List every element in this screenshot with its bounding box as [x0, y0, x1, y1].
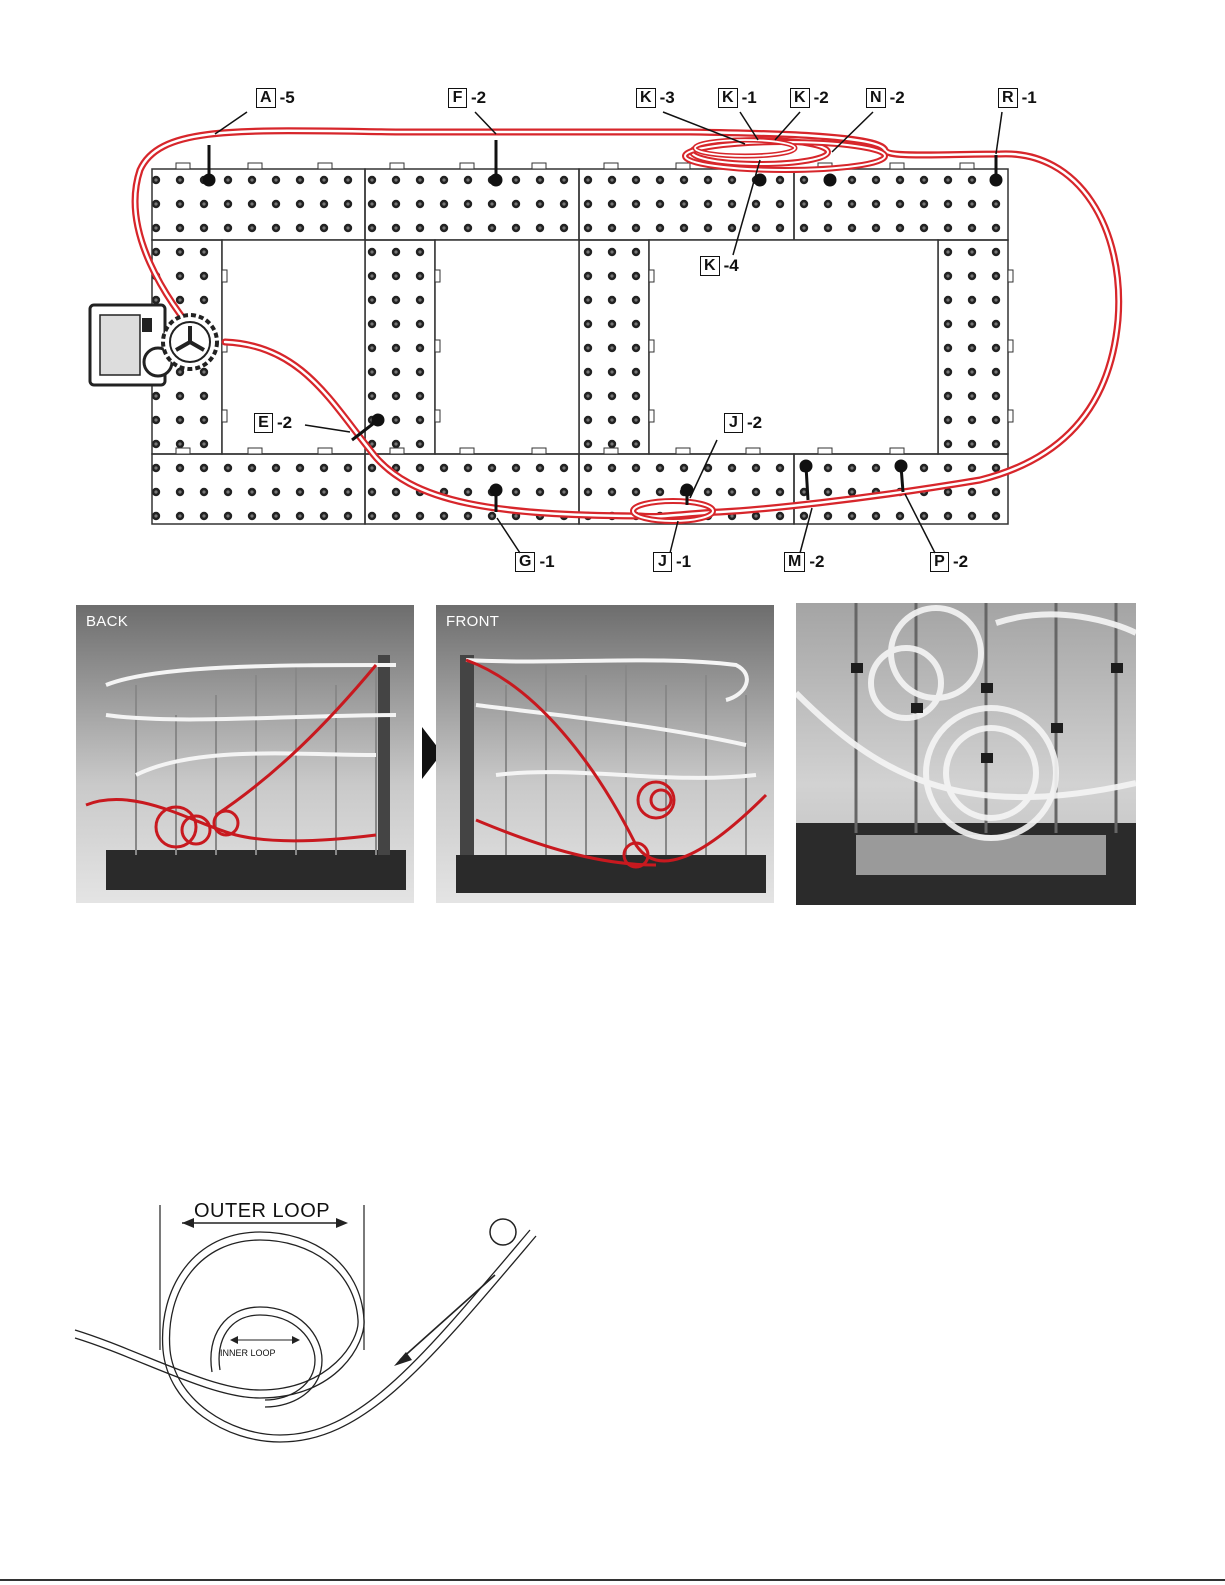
part-number: -2: [277, 413, 293, 432]
board-top-1: [152, 169, 365, 240]
part-label-k4: [700, 256, 739, 276]
part-label-a5: [256, 88, 295, 108]
part-number: -2: [813, 88, 829, 107]
part-letter: R: [998, 88, 1018, 108]
part-number: -4: [723, 256, 739, 275]
closeup-photo: [796, 603, 1136, 905]
part-letter: K: [790, 88, 810, 108]
board-frame-3: [649, 240, 938, 454]
ball-icon: [490, 1219, 516, 1245]
board-bottom-1: [152, 454, 365, 524]
part-label-m2: [784, 552, 824, 572]
part-number: -2: [809, 552, 825, 571]
part-label-k1: [718, 88, 757, 108]
part-letter: F: [448, 88, 467, 108]
part-label-k3: [636, 88, 675, 108]
back-label: BACK: [86, 613, 129, 630]
board-top-2: [365, 169, 579, 240]
page-bottom-rule: [0, 1579, 1225, 1581]
part-letter: E: [254, 413, 273, 433]
track-layout-diagram: [0, 0, 1225, 590]
part-letter: J: [724, 413, 743, 433]
direction-arrow: [400, 1275, 495, 1360]
board-col-4: [938, 240, 1008, 454]
part-number: -1: [539, 552, 555, 571]
part-label-e2: [254, 413, 292, 433]
front-view-photo: [436, 605, 774, 903]
closeup-illustration: [796, 603, 1136, 905]
part-number: -2: [747, 413, 763, 432]
part-label-k2: [790, 88, 829, 108]
back-view-illustration: [76, 605, 414, 903]
base-boards: [152, 169, 1008, 524]
part-letter: G: [515, 552, 535, 572]
part-letter: J: [653, 552, 672, 572]
board-col-3: [579, 240, 649, 454]
part-label-g1: [515, 552, 555, 572]
part-letter: P: [930, 552, 949, 572]
part-number: -2: [471, 88, 487, 107]
part-label-p2: [930, 552, 968, 572]
part-label-f2: [448, 88, 486, 108]
part-letter: K: [718, 88, 738, 108]
part-letter: N: [866, 88, 886, 108]
part-number: -2: [889, 88, 905, 107]
part-label-j2: [724, 413, 762, 433]
inner-loop-label: INNER LOOP: [220, 1348, 276, 1358]
part-number: -5: [279, 88, 295, 107]
part-number: -1: [676, 552, 692, 571]
front-view-illustration: [436, 605, 774, 903]
part-label-j1: [653, 552, 691, 572]
part-letter: M: [784, 552, 805, 572]
part-letter: K: [700, 256, 720, 276]
outer-loop-label: OUTER LOOP: [194, 1200, 331, 1222]
part-letter: K: [636, 88, 656, 108]
part-number: -1: [741, 88, 757, 107]
front-label: FRONT: [446, 613, 500, 630]
loop-track: [75, 1230, 536, 1442]
part-label-r1: [998, 88, 1037, 108]
board-frame-2: [435, 240, 579, 454]
loop-diagram: [60, 1190, 540, 1480]
part-number: -1: [1021, 88, 1037, 107]
part-number: -2: [953, 552, 969, 571]
part-number: -3: [659, 88, 675, 107]
part-label-n2: [866, 88, 905, 108]
back-view-photo: [76, 605, 414, 903]
part-letter: A: [256, 88, 276, 108]
